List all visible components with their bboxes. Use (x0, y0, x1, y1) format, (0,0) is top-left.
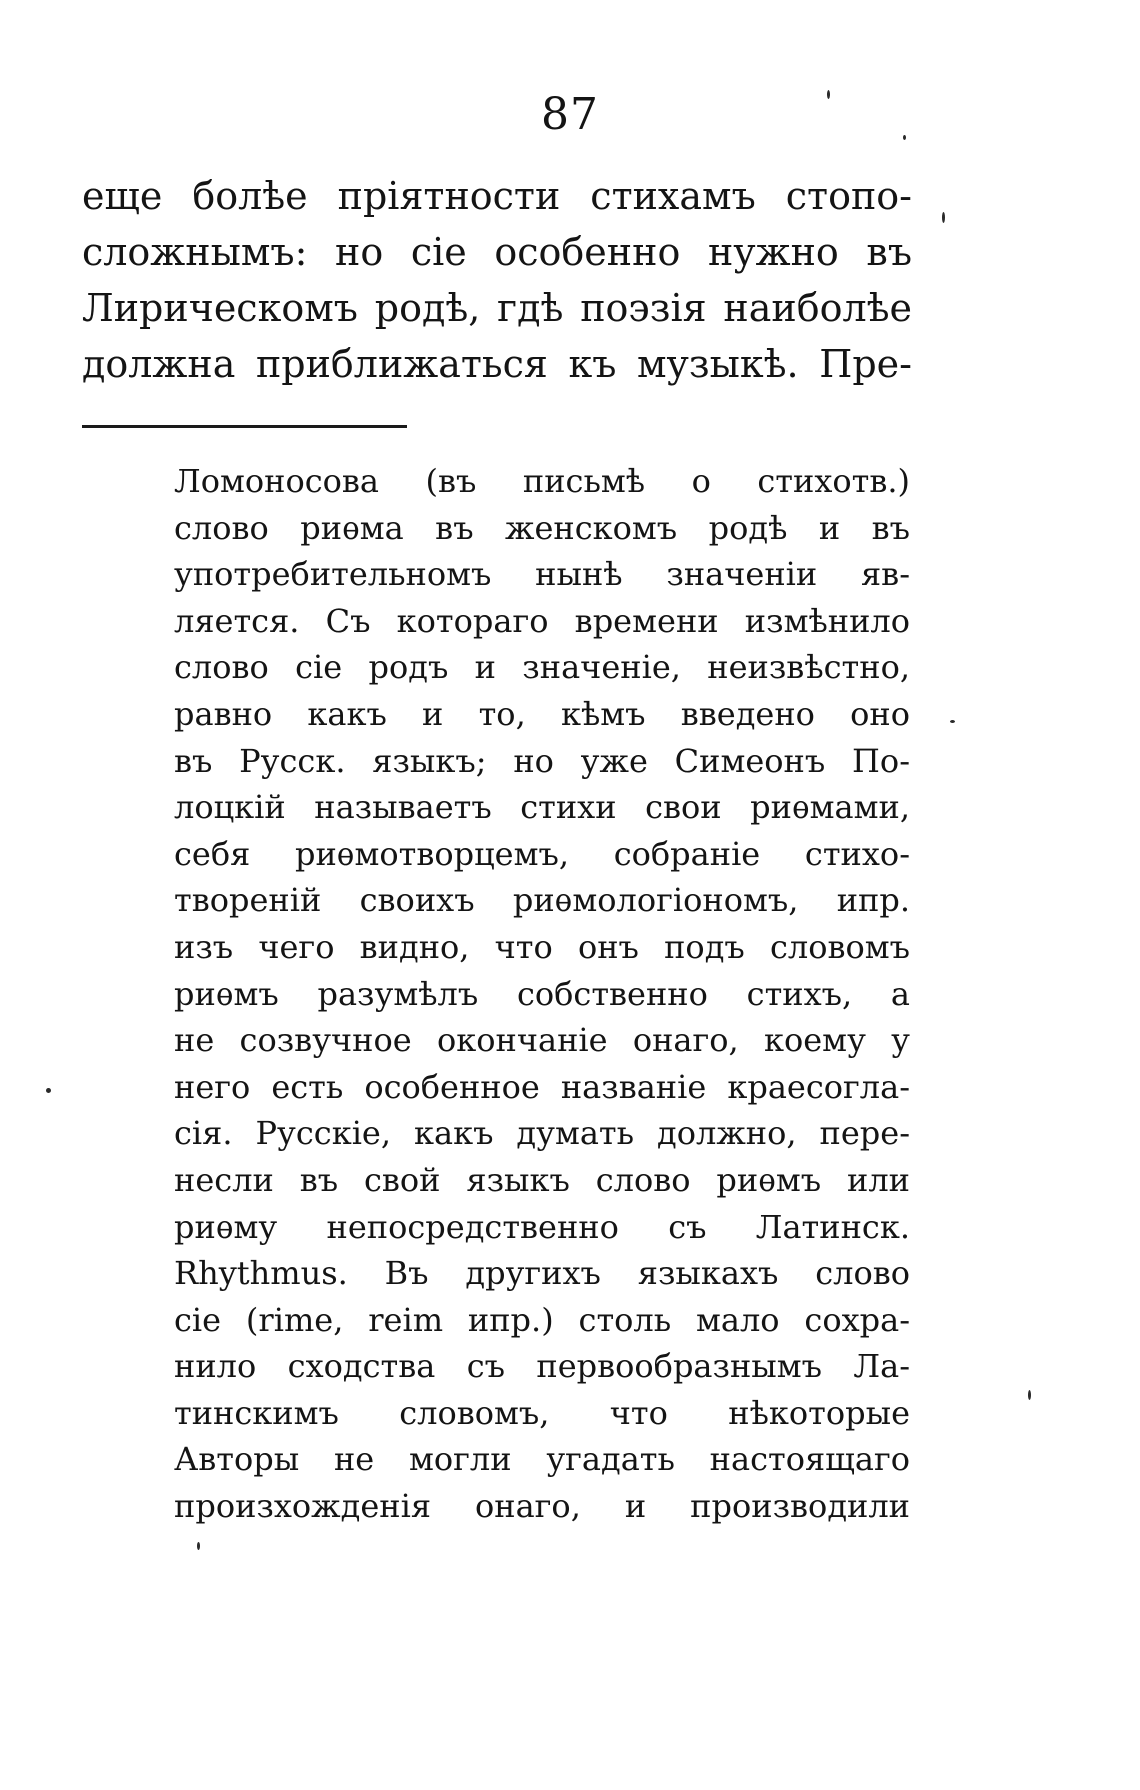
footnote-line: ляется. Съ котораго времени измѣнило (174, 601, 910, 640)
scan-speck (46, 1088, 51, 1093)
footnote-block (174, 458, 910, 1530)
footnote-line: слово риѳма въ женскомъ родѣ и въ (174, 508, 910, 547)
scan-speck (950, 720, 955, 723)
footnote-line: несли въ свой языкъ слово риѳмъ или (174, 1160, 910, 1199)
footnote-line: себя риѳмотворцемъ, собраніе стихо- (174, 834, 910, 873)
footnote-separator-rule (82, 425, 407, 428)
footnote-line: тинскимъ словомъ, что нѣкоторые (174, 1393, 910, 1432)
scan-speck (827, 90, 830, 99)
main-text-line: Лирическомъ родѣ, гдѣ поэзія наиболѣе (82, 286, 912, 330)
footnote-line: въ Русск. языкъ; но уже Симеонъ По- (174, 741, 910, 780)
scan-speck (1028, 1390, 1031, 1400)
footnote-line: лоцкій называетъ стихи свои риѳмами, (174, 788, 910, 827)
footnote-line: равно какъ и то, кѣмъ введено оно (174, 694, 910, 733)
scan-speck (942, 212, 945, 223)
page-number: 87 (541, 89, 599, 140)
footnote-line: произхожденія онаго, и производили (174, 1487, 910, 1526)
footnote-line: не созвучное окончаніе онаго, коему у (174, 1021, 910, 1060)
main-text-line: еще болѣе пріятности стихамъ стопо- (82, 174, 912, 218)
footnote-line: риѳму непосредственно съ Латинск. (174, 1207, 910, 1246)
footnote-line: сія. Русскіе, какъ думать должно, пере- (174, 1114, 910, 1153)
main-text-line: должна приближаться къ музыкѣ. Пре- (82, 342, 912, 386)
scan-speck (903, 135, 906, 140)
footnote-line: сіе (rime, reim ипр.) столь мало сохра- (174, 1300, 910, 1339)
footnote-line: риѳмъ разумѣлъ собственно стихъ, а (174, 974, 910, 1013)
scan-speck (197, 1542, 200, 1550)
main-text-block (82, 168, 912, 392)
footnote-line: него есть особенное названіе краесогла- (174, 1067, 910, 1106)
footnote-line: Rhythmus. Въ другихъ языкахъ слово (174, 1254, 910, 1293)
footnote-line: употребительномъ нынѣ значеніи яв- (174, 555, 910, 594)
footnote-line: нило сходства съ первообразнымъ Ла- (174, 1347, 910, 1386)
main-text-line: сложнымъ: но сіе особенно нужно въ (82, 230, 912, 274)
footnote-line: изъ чего видно, что онъ подъ словомъ (174, 927, 910, 966)
footnote-line: Авторы не могли угадать настоящаго (174, 1440, 910, 1479)
footnote-line: Ломоносова (въ письмѣ о стихотв.) (174, 462, 910, 500)
footnote-line: слово сіе родъ и значеніе, неизвѣстно, (174, 648, 910, 687)
footnote-line: твореній своихъ риѳмологіономъ, ипр. (174, 881, 910, 920)
